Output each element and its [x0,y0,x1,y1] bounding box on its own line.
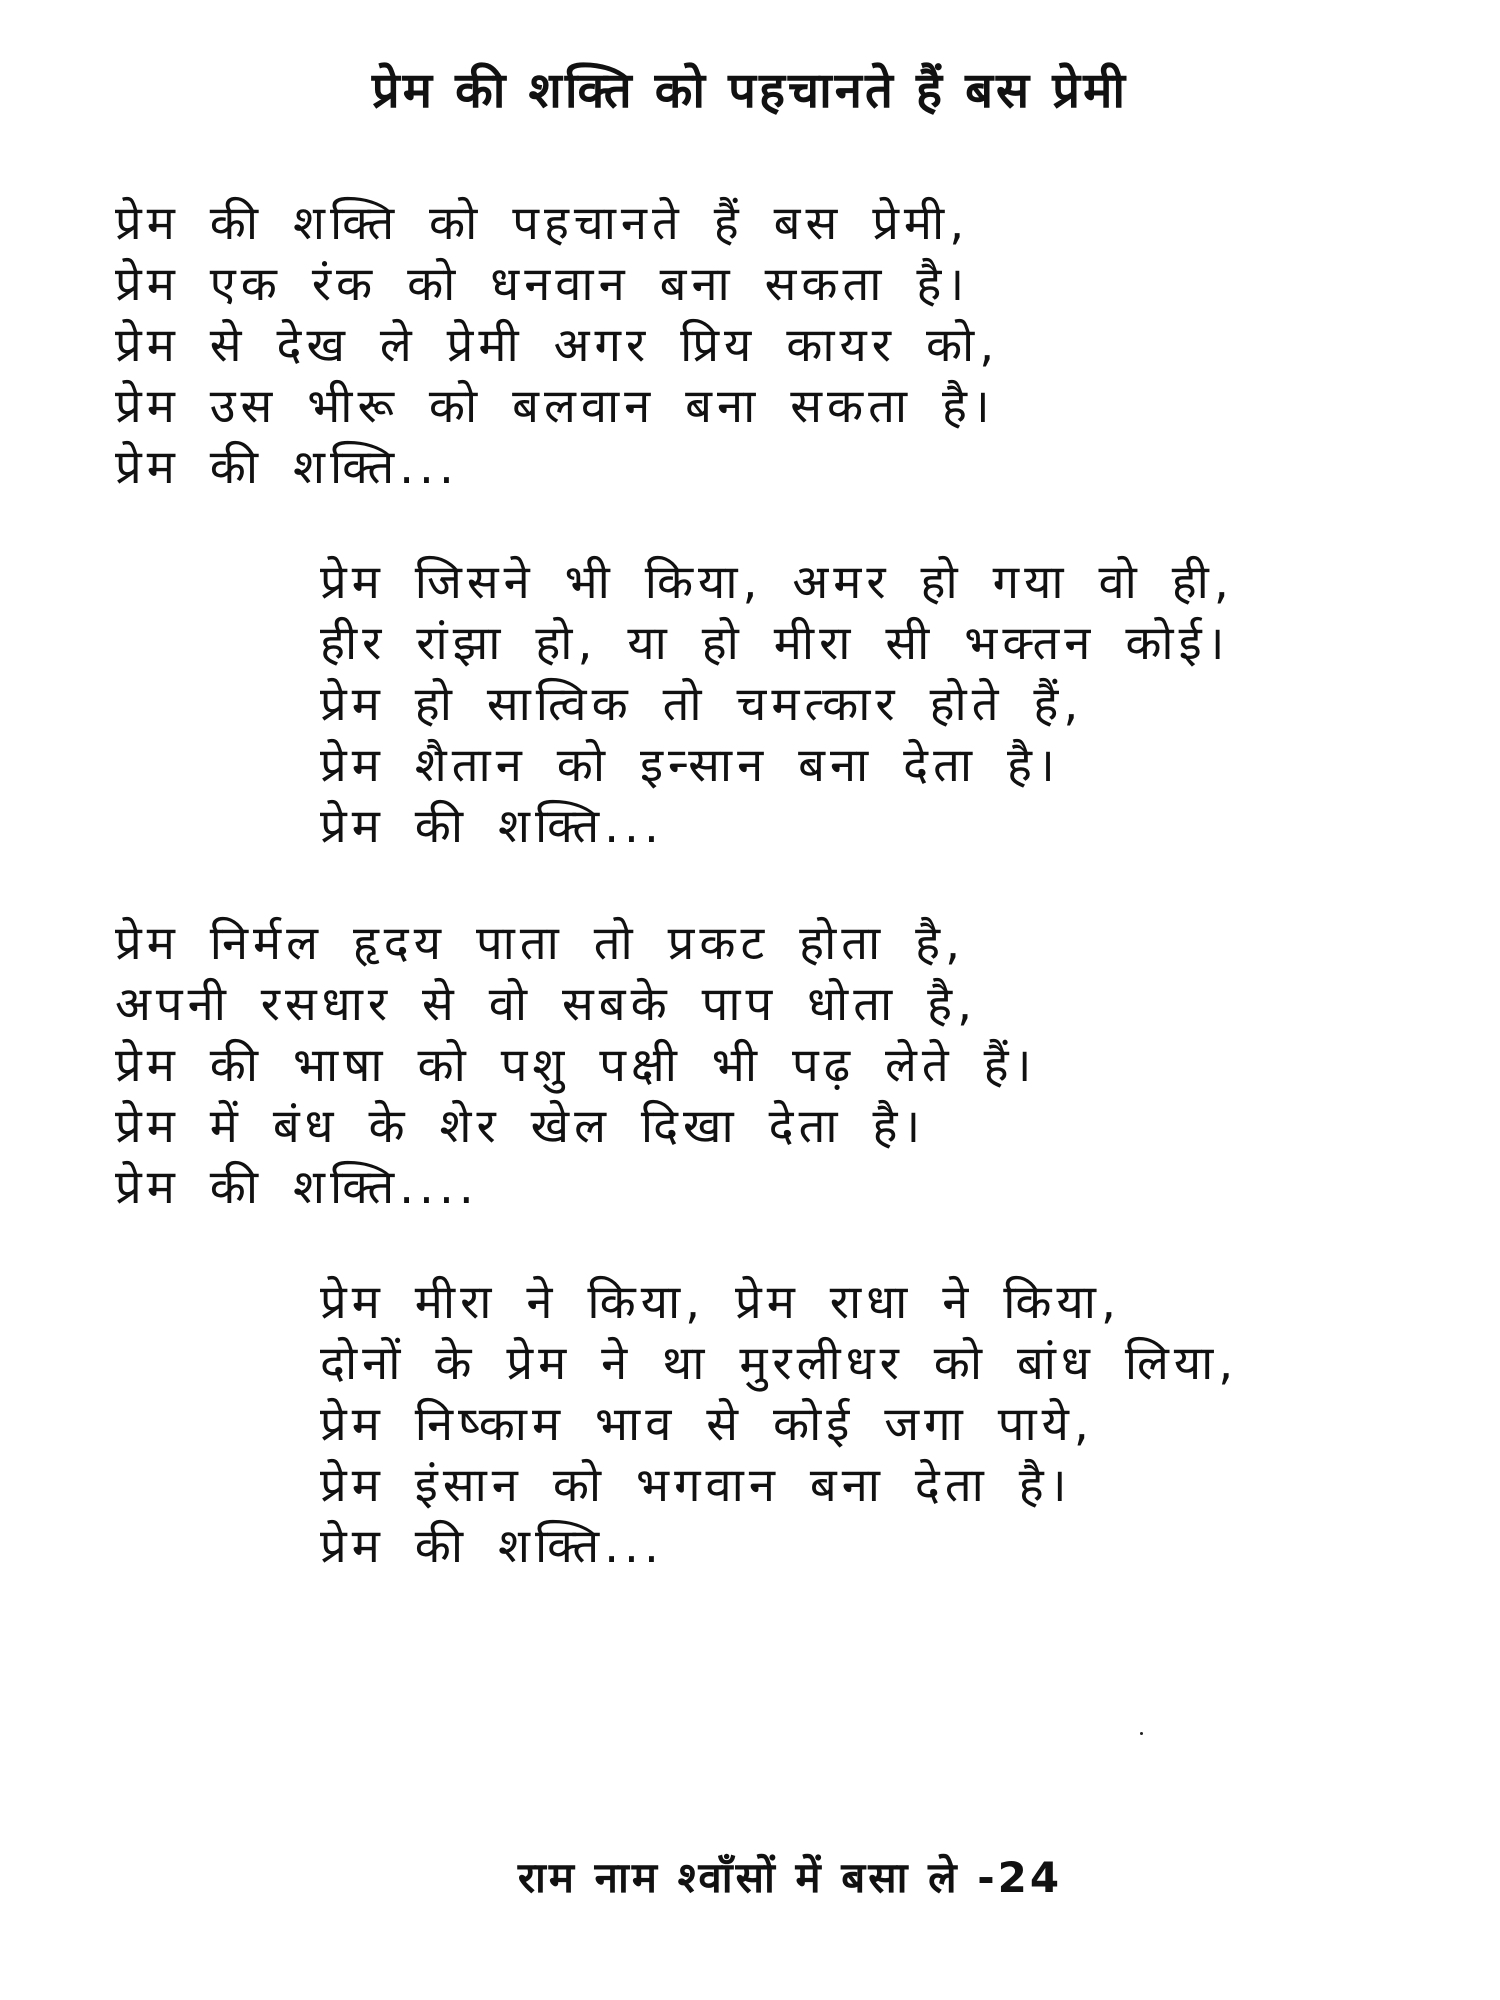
poem-line: प्रेम की भाषा को पशु पक्षी भी पढ़ लेते हैं। [115,1038,1037,1093]
poem-line: प्रेम एक रंक को धनवान बना सकता है। [115,257,970,312]
poem-line: प्रेम निर्मल हृदय पाता तो प्रकट होता है, [115,916,966,971]
poem-line: अपनी रसधार से वो सबके पाप धोता है, [115,977,978,1032]
refrain-line: प्रेम की शक्ति.... [115,1160,479,1215]
stanza-1 [115,193,999,498]
stanza-4 [320,1272,1238,1577]
poem-line: प्रेम में बंध के शेर खेल दिखा देता है। [115,1099,926,1154]
poem-line: प्रेम की शक्ति को पहचानते हैं बस प्रेमी, [115,196,970,251]
poem-line: प्रेम हो सात्विक तो चमत्कार होते हैं, [320,677,1084,732]
poem-line: दोनों के प्रेम ने था मुरलीधर को बांध लिया, [320,1336,1239,1391]
page-footer: राम नाम श्वाँसों में बसा ले -24 [517,1853,1063,1902]
poem-line: प्रेम निष्काम भाव से कोई जगा पाये, [320,1397,1094,1452]
poem-line: प्रेम इंसान को भगवान बना देता है। [320,1458,1072,1513]
stanza-2 [320,552,1234,857]
refrain-line: प्रेम की शक्ति... [320,1519,664,1574]
stanza-3 [115,913,1036,1218]
poem-line: हीर रांझा हो, या हो मीरा सी भक्तन कोई। [320,616,1230,671]
poem-line: प्रेम उस भीरू को बलवान बना सकता है। [115,379,995,434]
poem-line: प्रेम जिसने भी किया, अमर हो गया वो ही, [320,555,1234,610]
poem-line: प्रेम मीरा ने किया, प्रेम राधा ने किया, [320,1275,1121,1330]
poem-title: प्रेम की शक्ति को पहचानते हैं बस प्रेमी [371,62,1129,119]
refrain-line: प्रेम की शक्ति... [320,799,664,854]
refrain-line: प्रेम की शक्ति... [115,440,459,495]
poem-line: प्रेम शैतान को इन्सान बना देता है। [320,738,1060,793]
scan-speck [1140,1732,1143,1735]
poem-line: प्रेम से देख ले प्रेमी अगर प्रिय कायर को, [115,318,1000,373]
